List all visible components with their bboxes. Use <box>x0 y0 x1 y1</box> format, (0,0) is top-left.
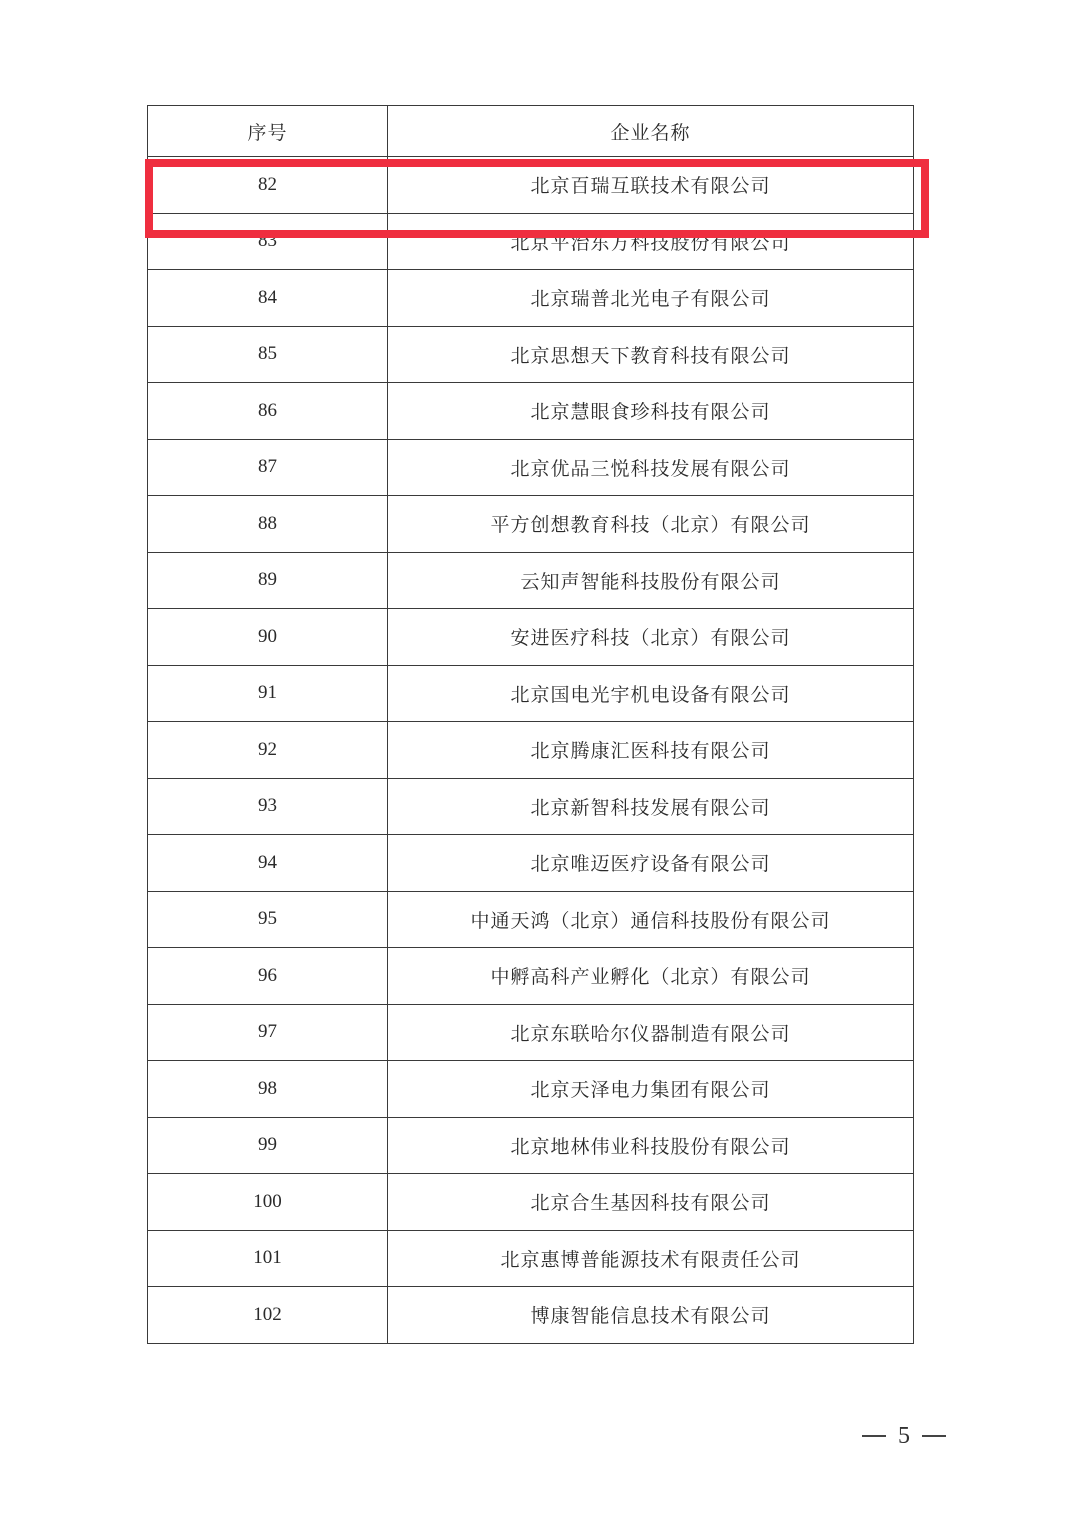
row-no: 83 <box>148 213 388 270</box>
row-no: 95 <box>148 891 388 948</box>
row-no: 94 <box>148 835 388 892</box>
table-row <box>148 439 914 496</box>
row-no: 98 <box>148 1061 388 1118</box>
table-row <box>148 778 914 835</box>
table-row <box>148 1061 914 1118</box>
row-no: 99 <box>148 1117 388 1174</box>
table-row <box>148 948 914 1005</box>
row-no: 96 <box>148 948 388 1005</box>
table-row <box>148 609 914 666</box>
company-table <box>147 105 914 1344</box>
row-company-name: 中通天鸿（北京）通信科技股份有限公司 <box>388 891 914 948</box>
row-no: 97 <box>148 1004 388 1061</box>
table-row <box>148 326 914 383</box>
row-no: 100 <box>148 1174 388 1231</box>
dash-right <box>922 1435 946 1437</box>
row-company-name: 北京腾康汇医科技有限公司 <box>388 722 914 779</box>
header-no: 序号 <box>148 106 388 157</box>
row-no: 91 <box>148 665 388 722</box>
row-company-name: 北京新智科技发展有限公司 <box>388 778 914 835</box>
row-no: 84 <box>148 270 388 327</box>
row-no: 102 <box>148 1287 388 1344</box>
row-no: 87 <box>148 439 388 496</box>
row-no: 90 <box>148 609 388 666</box>
table-row <box>148 1174 914 1231</box>
table-row <box>148 157 914 214</box>
row-company-name: 云知声智能科技股份有限公司 <box>388 552 914 609</box>
row-no: 82 <box>148 157 388 214</box>
row-company-name: 北京瑞普北光电子有限公司 <box>388 270 914 327</box>
table-row <box>148 552 914 609</box>
row-company-name: 北京慧眼食珍科技有限公司 <box>388 383 914 440</box>
table-row <box>148 270 914 327</box>
row-no: 101 <box>148 1230 388 1287</box>
row-company-name: 安进医疗科技（北京）有限公司 <box>388 609 914 666</box>
dash-left <box>862 1435 886 1437</box>
row-company-name: 北京东联哈尔仪器制造有限公司 <box>388 1004 914 1061</box>
page-number-value: 5 <box>898 1422 910 1449</box>
row-no: 92 <box>148 722 388 779</box>
row-company-name: 北京思想天下教育科技有限公司 <box>388 326 914 383</box>
table-row <box>148 1230 914 1287</box>
table-row <box>148 383 914 440</box>
row-no: 86 <box>148 383 388 440</box>
row-company-name: 北京优品三悦科技发展有限公司 <box>388 439 914 496</box>
table-row <box>148 891 914 948</box>
header-company-name: 企业名称 <box>388 106 914 157</box>
table-row <box>148 1287 914 1344</box>
table-row <box>148 213 914 270</box>
row-company-name: 北京国电光宇机电设备有限公司 <box>388 665 914 722</box>
row-no: 88 <box>148 496 388 553</box>
row-company-name: 北京唯迈医疗设备有限公司 <box>388 835 914 892</box>
table-row <box>148 835 914 892</box>
row-company-name: 中孵高科产业孵化（北京）有限公司 <box>388 948 914 1005</box>
row-company-name: 北京百瑞互联技术有限公司 <box>388 157 914 214</box>
row-company-name: 北京惠博普能源技术有限责任公司 <box>388 1230 914 1287</box>
table-row <box>148 665 914 722</box>
row-no: 85 <box>148 326 388 383</box>
table-row <box>148 1004 914 1061</box>
row-company-name: 北京平治东方科技股份有限公司 <box>388 213 914 270</box>
page-number <box>858 1418 950 1454</box>
row-company-name: 北京地林伟业科技股份有限公司 <box>388 1117 914 1174</box>
table-row <box>148 496 914 553</box>
table-row <box>148 722 914 779</box>
row-company-name: 博康智能信息技术有限公司 <box>388 1287 914 1344</box>
table-header-row <box>148 106 914 157</box>
row-company-name: 北京合生基因科技有限公司 <box>388 1174 914 1231</box>
row-company-name: 北京天泽电力集团有限公司 <box>388 1061 914 1118</box>
table-row <box>148 1117 914 1174</box>
row-no: 93 <box>148 778 388 835</box>
row-company-name: 平方创想教育科技（北京）有限公司 <box>388 496 914 553</box>
row-no: 89 <box>148 552 388 609</box>
